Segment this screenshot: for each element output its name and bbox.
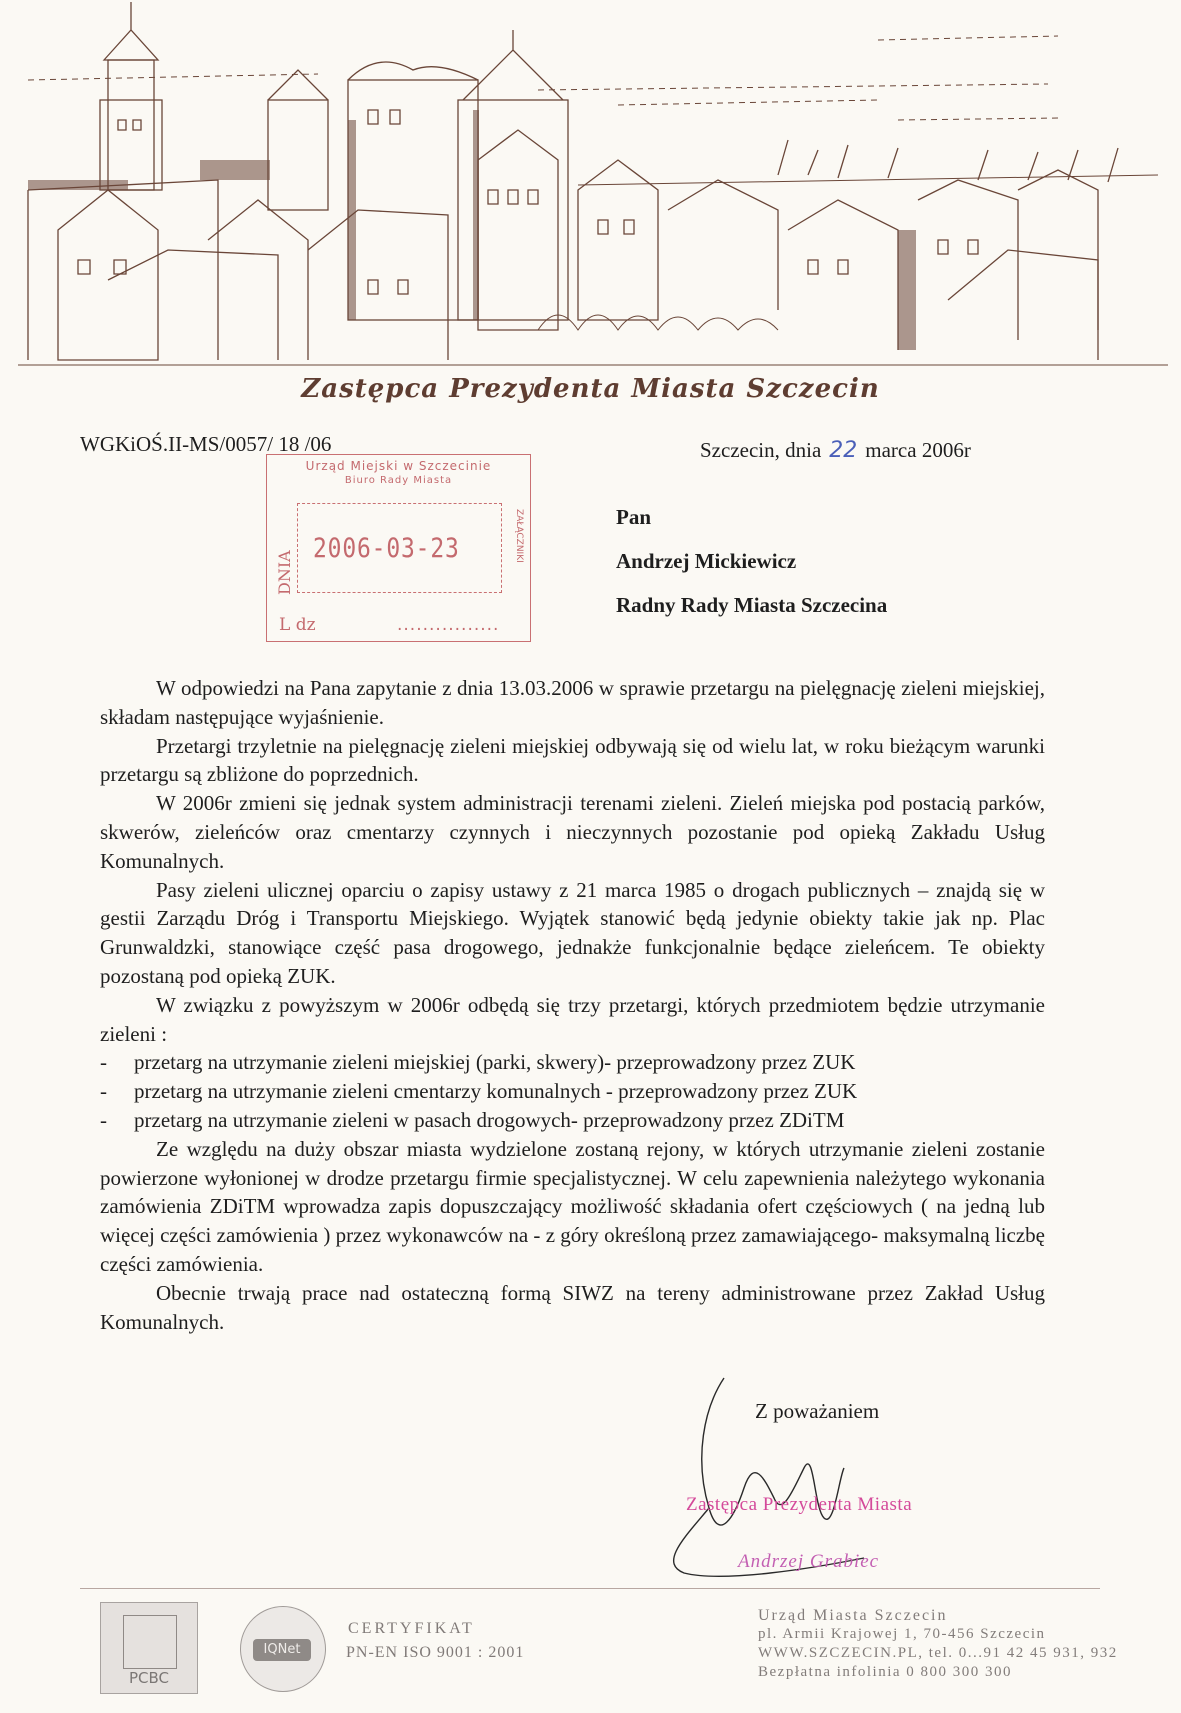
body-paragraph: Ze względu na duży obszar miasta wydzielone zostaną rejony, w których utrzymanie zieleni zostanie powierzone wyłonionej w drodze przetargu firmie specjalistycznej. W celu zapewnienia należytego wykonania zamówienia ZDiTM wprowadza zapis dopuszczający możliwość składania ofert częściowych ( na jedną lub więcej części zamówienia ) przez wykonawców na - z góry określoną przez zamawiającego- maksymalną liczbę części zamówienia.: [100, 1136, 1045, 1276]
body-paragraph: W związku z powyższym w 2006r odbędą się trzy przetargi, których przedmiotem będzie utrzymanie zieleni :: [100, 992, 1045, 1046]
closing-regards: Z poważaniem: [755, 1399, 880, 1423]
body-paragraph: W odpowiedzi na Pana zapytanie z dnia 13.03.2006 w sprawie przetargu na pielęgnację zieleni miejskiej, składam następujące wyjaśnienie.: [100, 676, 1045, 729]
body-paragraph: Obecnie trwają prace nad ostateczną formą SIWZ na tereny administrowane przez Zakład Usług Komunalnych.: [100, 1280, 1045, 1334]
body-paragraph: Przetargi trzyletnie na pielęgnację zieleni miejskiej odbywają się od wielu lat, w roku bieżącym warunki przetargu są zbliżone do poprzednich.: [100, 733, 1045, 787]
recipient-salutation: Pan: [616, 505, 652, 529]
stamp-office: Urząd Miejski w Szczecinie: [305, 459, 492, 473]
office-web-phone: WWW.SZCZECIN.PL, tel. 0...91 42 45 931, 932: [758, 1645, 1118, 1661]
body-paragraph: W 2006r zmieni się jednak system administracji terenami zieleni. Zieleń miejska pod postacią parków, skwerów, zieleńców oraz cmentarzy czynnych i nieczynnych pozostanie pod opieką Zakładu Usług Komunalnych.: [100, 791, 1045, 873]
signature-stamp-title: Zastępca Prezydenta Miasta: [686, 1494, 913, 1515]
letter-date: [700, 438, 971, 463]
list-item: - przetarg na utrzymanie zieleni w pasach drogowych- przeprowadzony przez ZDiTM: [100, 1106, 1045, 1135]
recipient-title: Radny Rady Miasta Szczecina: [616, 593, 888, 617]
office-contact: [758, 1606, 1118, 1682]
pcbc-logo-text: PCBC: [128, 1669, 170, 1687]
office-name: Urząd Miasta Szczecin: [758, 1607, 948, 1624]
office-hotline: Bezpłatna infolinia 0 800 300 300: [758, 1664, 1013, 1680]
pcbc-logo: [100, 1602, 198, 1694]
recipient-name: Andrzej Mickiewicz: [616, 549, 797, 573]
date-prefix: Szczecin, dnia: [700, 438, 822, 462]
stamp-department: Biuro Rady Miasta: [344, 475, 453, 486]
letter-body: [100, 674, 1045, 1336]
list-item: - przetarg na utrzymanie zieleni cmentarzy komunalnych - przeprowadzony przez ZUK: [100, 1077, 1045, 1106]
certificate-title: CERTYFIKAT: [348, 1620, 475, 1637]
iqnet-badge: IQNet: [253, 1639, 311, 1661]
signature-stamp-name: Andrzej Grabiec: [738, 1551, 880, 1572]
letterhead-heading: Zastępca Prezydenta Miasta Szczecin: [301, 374, 880, 404]
stamp-ldz-label: L dz: [279, 615, 316, 635]
stamp-date: 2006-03-23: [313, 533, 460, 564]
body-paragraph: Pasy zieleni ulicznej oparciu o zapisy ustawy z 21 marca 1985 o drogach publicznych – znajdą się w gestii Zarządu Dróg i Transportu Miejskiego. Wyjątek stanowić będą jedynie obiekty takie jak np. Plac Grunwaldzki, stanowiące część pasa drogowego, jednakże funkcjonalnie będące zieleńcem. Te obiekty pozostaną pod opieką ZUK.: [100, 877, 1045, 988]
szczecin-skyline-illustration: [18, 0, 1168, 370]
office-address: pl. Armii Krajowej 1, 70-456 Szczecin: [758, 1626, 1046, 1642]
date-day-handwritten: 22: [829, 438, 858, 463]
stamp-side-label: ZAŁĄCZNIKI: [514, 509, 524, 563]
date-suffix: marca 2006r: [865, 438, 971, 462]
footer-divider: [80, 1588, 1100, 1589]
iqnet-logo: [240, 1606, 326, 1692]
receipt-stamp: [266, 454, 531, 642]
stamp-ldz-field: ................: [397, 615, 500, 635]
certificate-norm: PN-EN ISO 9001 : 2001: [346, 1644, 525, 1661]
reference-number: WGKiOŚ.II-MS/0057/ 18 /06: [80, 432, 332, 456]
tender-list: [100, 1048, 1045, 1134]
pcbc-emblem-icon: [123, 1615, 177, 1669]
list-item: - przetarg na utrzymanie zieleni miejskiej (parki, skwery)- przeprowadzony przez ZUK: [100, 1048, 1045, 1077]
stamp-dnia-label: DNIA: [275, 550, 294, 595]
